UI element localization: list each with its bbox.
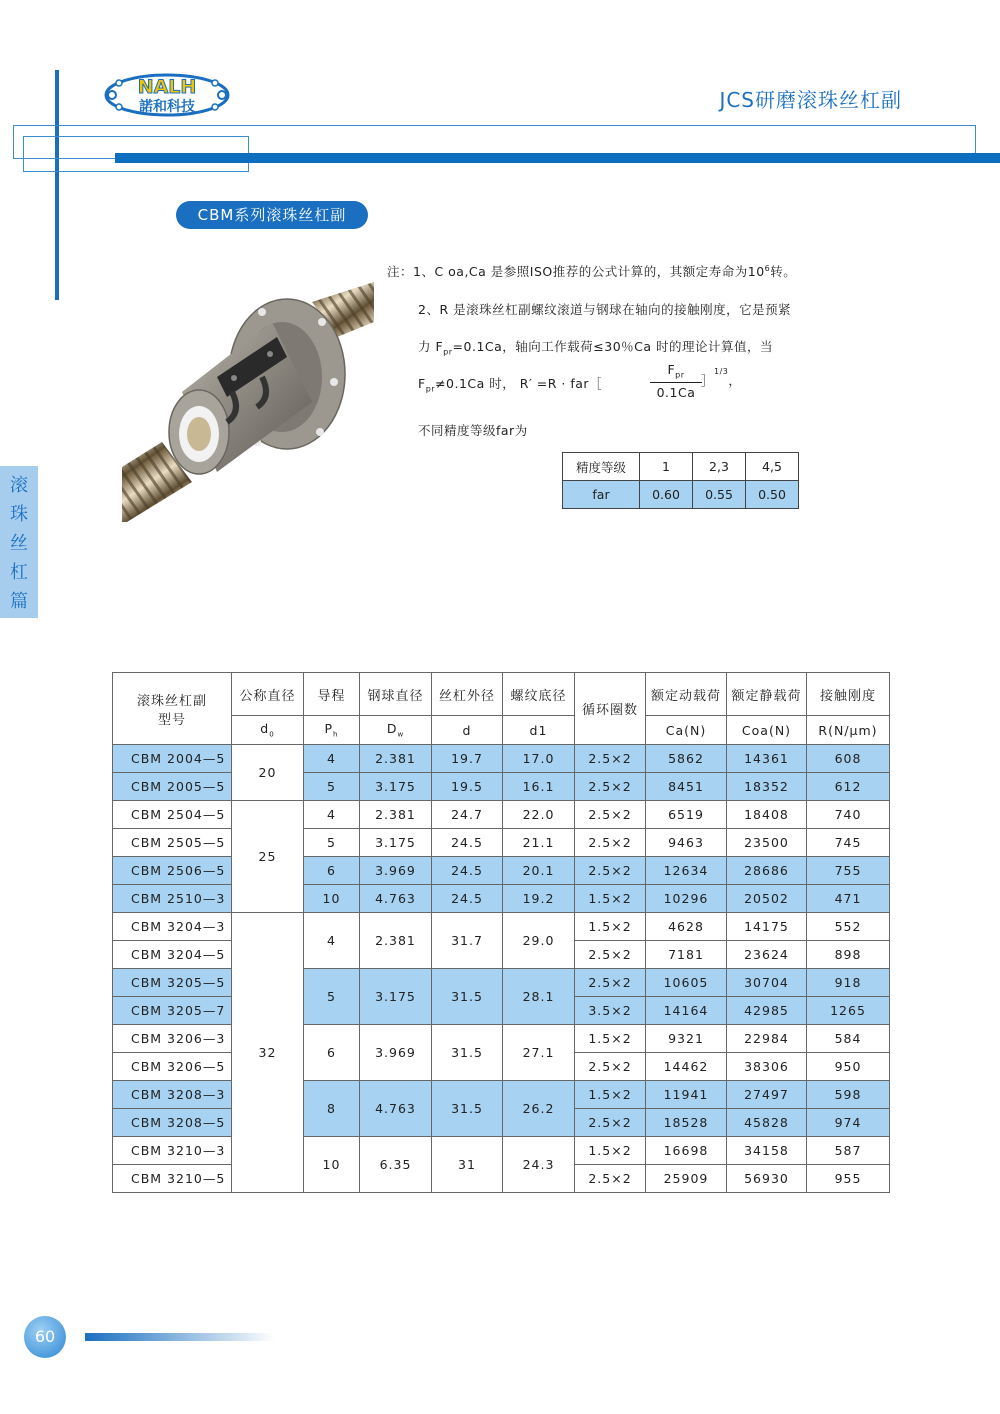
table-cell: 740 <box>807 801 890 829</box>
table-cell: 14175 <box>727 913 807 941</box>
header-vertical-line <box>55 70 59 300</box>
table-row <box>113 1081 890 1109</box>
side-tab-char: 杠 <box>10 561 28 583</box>
table-row <box>113 969 890 997</box>
table-cell: 950 <box>807 1053 890 1081</box>
table-cell: 18352 <box>727 773 807 801</box>
table-cell: 21.1 <box>503 829 575 857</box>
model-cell: CBM 3208—5 <box>113 1109 232 1137</box>
table-cell: 1.5×2 <box>575 1137 646 1165</box>
table-cell: 6 <box>304 857 360 885</box>
table-cell: 3.175 <box>360 773 432 801</box>
fraction-numerator: $F_{pr}$ <box>667 362 685 380</box>
table-cell: 16.1 <box>503 773 575 801</box>
table-cell: 38306 <box>727 1053 807 1081</box>
side-tab <box>0 466 38 618</box>
table-cell: 1.5×2 <box>575 1025 646 1053</box>
table-cell: 14462 <box>646 1053 727 1081</box>
model-cell: CBM 3208—3 <box>113 1081 232 1109</box>
table-cell: 2.5×2 <box>575 941 646 969</box>
note-line-4: $F_{pr}\ne 0.1Ca$ 时， R′ =R · far［ <box>418 376 603 394</box>
table-cell: 20 <box>232 745 304 801</box>
table-cell: 898 <box>807 941 890 969</box>
table-cell: 19.7 <box>432 745 503 773</box>
table-cell: 6.35 <box>360 1137 432 1193</box>
table-cell: 24.7 <box>432 801 503 829</box>
model-cell: CBM 2505—5 <box>113 829 232 857</box>
model-cell: CBM 3210—3 <box>113 1137 232 1165</box>
table-cell: 4628 <box>646 913 727 941</box>
table-cell: 2.381 <box>360 913 432 969</box>
table-cell: 28686 <box>727 857 807 885</box>
table-cell: 18408 <box>727 801 807 829</box>
table-cell: 10296 <box>646 885 727 913</box>
model-cell: CBM 2506—5 <box>113 857 232 885</box>
table-cell: 9321 <box>646 1025 727 1053</box>
table-cell: 19.2 <box>503 885 575 913</box>
table-cell: 2.5×2 <box>575 969 646 997</box>
table-cell: 587 <box>807 1137 890 1165</box>
model-cell: CBM 3205—5 <box>113 969 232 997</box>
far-table <box>562 452 799 509</box>
table-cell: 918 <box>807 969 890 997</box>
table-cell: 12634 <box>646 857 727 885</box>
model-cell: CBM 2510—3 <box>113 885 232 913</box>
table-cell: 14164 <box>646 997 727 1025</box>
model-cell: CBM 2004—5 <box>113 745 232 773</box>
table-row <box>113 829 890 857</box>
spec-table-header: 滚珠丝杠副 型号 公称直径 导程 钢球直径 丝杠外径 螺纹底径 循环圈数 额定动载荷 额定静载荷 接触刚度 <box>113 673 890 716</box>
table-cell: 755 <box>807 857 890 885</box>
table-cell: 30704 <box>727 969 807 997</box>
table-cell: 42985 <box>727 997 807 1025</box>
model-cell: CBM 3210—5 <box>113 1165 232 1193</box>
table-cell: 612 <box>807 773 890 801</box>
table-row <box>113 773 890 801</box>
table-cell: 2.5×2 <box>575 1053 646 1081</box>
table-cell: 2.5×2 <box>575 1165 646 1193</box>
table-cell: 25909 <box>646 1165 727 1193</box>
table-cell: 27.1 <box>503 1025 575 1081</box>
side-tab-char: 篇 <box>10 590 28 612</box>
table-cell: 2.381 <box>360 801 432 829</box>
table-cell: 2.5×2 <box>575 829 646 857</box>
model-cell: CBM 3206—3 <box>113 1025 232 1053</box>
page-number: 60 <box>24 1316 66 1358</box>
header-model: 滚珠丝杠副 型号 <box>113 673 232 745</box>
table-cell: 2.5×2 <box>575 801 646 829</box>
table-cell: 552 <box>807 913 890 941</box>
table-cell: 955 <box>807 1165 890 1193</box>
table-cell: 608 <box>807 745 890 773</box>
table-cell: 11941 <box>646 1081 727 1109</box>
table-cell: 4 <box>304 745 360 773</box>
model-cell: CBM 3206—5 <box>113 1053 232 1081</box>
table-cell: 8 <box>304 1081 360 1137</box>
table-cell: 16698 <box>646 1137 727 1165</box>
table-cell: d1 <box>503 716 575 745</box>
table-cell: 8451 <box>646 773 727 801</box>
table-cell: 23624 <box>727 941 807 969</box>
table-cell: Coa(N) <box>727 716 807 745</box>
table-cell: 6 <box>304 1025 360 1081</box>
fraction-denominator: 0.1Ca <box>650 382 702 400</box>
table-cell: 2.5×2 <box>575 745 646 773</box>
table-cell: 20.1 <box>503 857 575 885</box>
table-cell: 2.381 <box>360 745 432 773</box>
table-row <box>113 801 890 829</box>
table-cell: 3.969 <box>360 857 432 885</box>
table-cell: 1.5×2 <box>575 885 646 913</box>
side-tab-char: 丝 <box>10 532 28 554</box>
table-cell: 745 <box>807 829 890 857</box>
table-cell: 7181 <box>646 941 727 969</box>
table-cell: 5 <box>304 773 360 801</box>
table-cell: 28.1 <box>503 969 575 1025</box>
table-cell: 14361 <box>727 745 807 773</box>
header-title: JCS研磨滚珠丝杠副 <box>719 88 902 112</box>
logo-bottom-text: 諾和科技 <box>139 99 195 115</box>
model-cell: CBM 2504—5 <box>113 801 232 829</box>
table-row <box>113 1137 890 1165</box>
table-cell: 3.5×2 <box>575 997 646 1025</box>
table-cell: 29.0 <box>503 913 575 969</box>
table-cell: 584 <box>807 1025 890 1053</box>
note-line-2: 2、R 是滚珠丝杠副螺纹滚道与钢球在轴向的接触刚度，它是预紧 <box>418 302 792 317</box>
model-cell: CBM 2005—5 <box>113 773 232 801</box>
far-table-row: far 0.60 0.55 0.50 <box>563 481 799 509</box>
table-cell: R(N/μm) <box>807 716 890 745</box>
spec-table <box>112 672 890 1193</box>
table-cell: 23500 <box>727 829 807 857</box>
table-cell: 4 <box>304 801 360 829</box>
table-cell: 974 <box>807 1109 890 1137</box>
table-cell: 32 <box>232 913 304 1193</box>
table-cell: 31.5 <box>432 969 503 1025</box>
table-cell: 10605 <box>646 969 727 997</box>
table-cell: 6519 <box>646 801 727 829</box>
table-cell: 17.0 <box>503 745 575 773</box>
table-row <box>113 745 890 773</box>
table-cell: 31.5 <box>432 1025 503 1081</box>
table-cell: 10 <box>304 885 360 913</box>
section-title: CBM系列滚珠丝杠副 <box>176 201 368 229</box>
footer-bar <box>85 1333 275 1341</box>
table-cell: 31 <box>432 1137 503 1193</box>
fraction <box>650 362 702 400</box>
table-cell: 27497 <box>727 1081 807 1109</box>
note-line-3: 力 $F_{pr}=0.1Ca$，轴向工作载荷≤30％Ca 时的理论计算值，当 <box>418 339 774 357</box>
far-table-header: 精度等级 1 2,3 4,5 <box>563 453 799 481</box>
table-cell: 5 <box>304 969 360 1025</box>
table-cell: d <box>432 716 503 745</box>
table-cell: 18528 <box>646 1109 727 1137</box>
table-cell: 24.3 <box>503 1137 575 1193</box>
table-cell: 31.5 <box>432 1081 503 1137</box>
table-cell: 1.5×2 <box>575 1081 646 1109</box>
note-line-5: 不同精度等级far为 <box>418 423 528 438</box>
table-row <box>113 857 890 885</box>
table-cell: 9463 <box>646 829 727 857</box>
model-cell: CBM 3205—7 <box>113 997 232 1025</box>
header-bar <box>115 153 1000 163</box>
ball-screw-photo <box>122 282 374 522</box>
table-cell: 3.969 <box>360 1025 432 1081</box>
table-cell: 10 <box>304 1137 360 1193</box>
side-tab-char: 珠 <box>10 504 28 526</box>
table-cell: 3.175 <box>360 969 432 1025</box>
table-cell: 56930 <box>727 1165 807 1193</box>
notes <box>387 258 887 458</box>
table-cell: 5862 <box>646 745 727 773</box>
table-cell: 19.5 <box>432 773 503 801</box>
model-cell: CBM 3204—5 <box>113 941 232 969</box>
bracket-close: ］$^{1/3}$， <box>701 366 742 388</box>
model-cell: CBM 3204—3 <box>113 913 232 941</box>
table-row <box>113 1025 890 1053</box>
table-cell: 2.5×2 <box>575 857 646 885</box>
table-cell: 45828 <box>727 1109 807 1137</box>
table-cell: 31.7 <box>432 913 503 969</box>
table-row <box>113 885 890 913</box>
table-cell: 20502 <box>727 885 807 913</box>
company-logo <box>103 72 231 118</box>
side-tab-char: 滚 <box>10 475 28 497</box>
table-cell: 2.5×2 <box>575 1109 646 1137</box>
table-cell: 25 <box>232 801 304 913</box>
table-cell: 4.763 <box>360 885 432 913</box>
table-cell: 5 <box>304 829 360 857</box>
table-row <box>113 913 890 941</box>
table-cell: 22984 <box>727 1025 807 1053</box>
table-cell: Ca(N) <box>646 716 727 745</box>
spec-table-subheader: $d_0$ $P_h$ $D_w$ d d1 Ca(N) Coa(N) R(N/μm) <box>113 716 890 745</box>
table-cell: 26.2 <box>503 1081 575 1137</box>
table-cell: 24.5 <box>432 829 503 857</box>
table-cell: 22.0 <box>503 801 575 829</box>
table-cell: 471 <box>807 885 890 913</box>
table-cell: 34158 <box>727 1137 807 1165</box>
table-cell: 24.5 <box>432 885 503 913</box>
table-cell: 1265 <box>807 997 890 1025</box>
note-line-1: 注：1、C oa,Ca 是参照ISO推荐的公式计算的，其额定寿命为$10^6$转。 <box>387 263 797 279</box>
table-cell: 598 <box>807 1081 890 1109</box>
logo-top-text: NALH <box>137 76 197 98</box>
table-cell: 24.5 <box>432 857 503 885</box>
table-cell: 4.763 <box>360 1081 432 1137</box>
table-cell: 4 <box>304 913 360 969</box>
table-cell: 2.5×2 <box>575 773 646 801</box>
table-cell: 1.5×2 <box>575 913 646 941</box>
table-cell: 3.175 <box>360 829 432 857</box>
